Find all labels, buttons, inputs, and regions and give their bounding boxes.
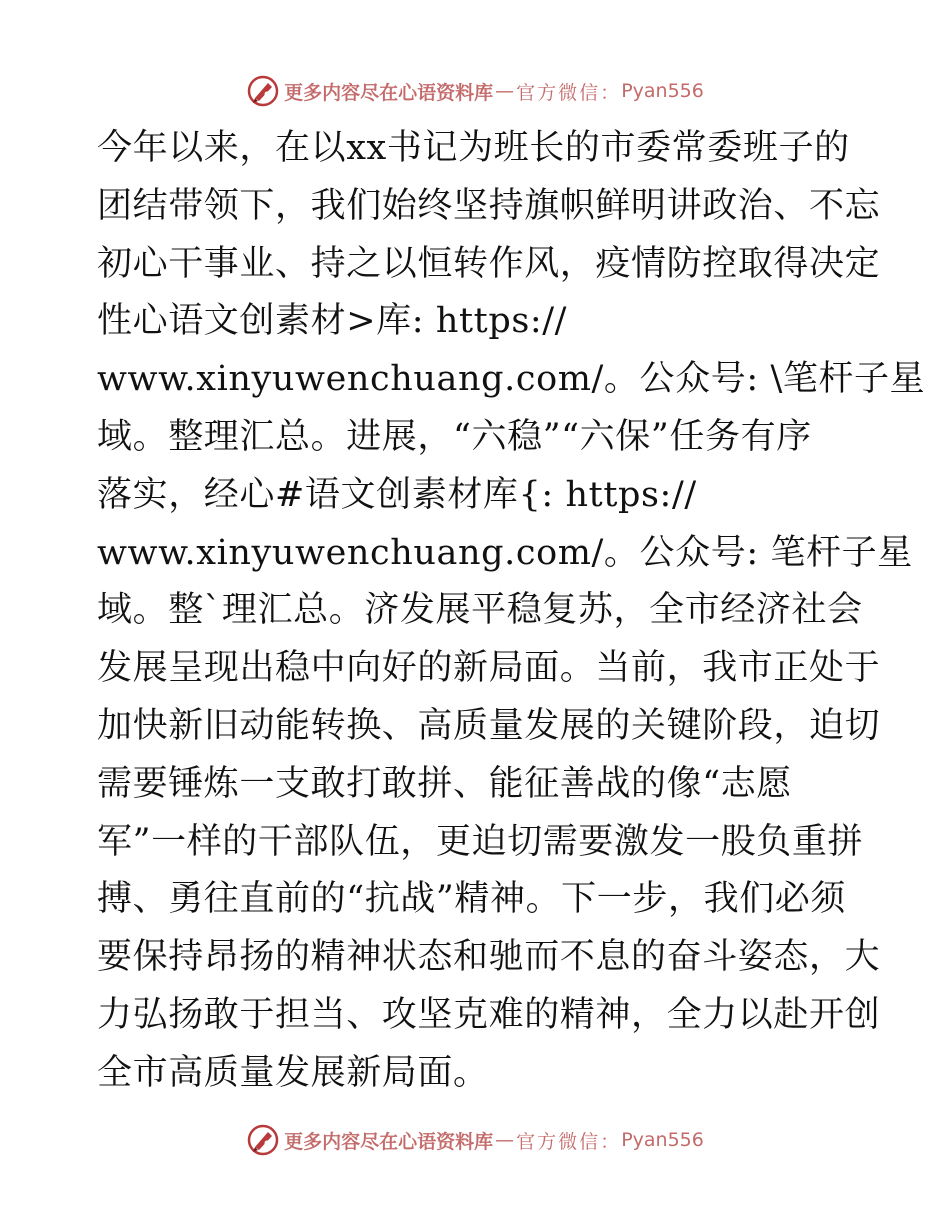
body-line: 加快新旧动能转换、高质量发展的关键阶段，迫切 (97, 705, 881, 746)
banner-promo-text: 更多内容尽在心语资料库 (284, 81, 494, 104)
body-line: 性心语文创素材>库: https:// (97, 301, 568, 342)
banner-wechat-id: Pyan556 (621, 80, 704, 102)
body-line: www.xinyuwenchuang.com/。公众号: 笔杆子星 (97, 532, 913, 573)
body-line: 初心干事业、持之以恒转作风，疫情防控取得决定 (97, 243, 881, 284)
body-line: 搏、勇往直前的“抗战”精神。下一步，我们必须 (97, 879, 846, 920)
banner-promo-text: 更多内容尽在心语资料库 (284, 1130, 494, 1153)
header-banner (0, 71, 950, 111)
body-line: 力弘扬敢于担当、攻坚克难的精神，全力以赴开创 (97, 994, 881, 1035)
body-line: 域。整`理汇总。济发展平稳复苏，全市经济社会 (97, 590, 863, 631)
footer-banner (0, 1120, 950, 1160)
pen-logo-icon (246, 74, 280, 108)
banner-wechat-id: Pyan556 (621, 1129, 704, 1151)
banner-wechat-label: 官方微信： (516, 1130, 622, 1153)
banner-wechat-label: 官方微信： (516, 81, 622, 104)
body-line: 落实，经心#语文创素材库{: https:// (97, 474, 697, 515)
body-line: 今年以来，在以xx书记为班长的市委常委班子的 (97, 128, 850, 168)
body-line: 军”一样的干部队伍，更迫切需要激发一股负重拼 (97, 821, 864, 862)
banner-dash: — (495, 1129, 515, 1151)
pen-logo-icon (246, 1123, 280, 1157)
document-body (97, 120, 926, 1103)
body-line: 发展呈现出稳中向好的新局面。当前，我市正处于 (97, 648, 881, 689)
body-line: 需要锤炼一支敢打敢拼、能征善战的像“志愿 (97, 763, 792, 804)
body-line: www.xinyuwenchuang.com/。公众号: \笔杆子星 (97, 359, 926, 400)
body-line: 域。整理汇总。进展，“六稳”“六保”任务有序 (97, 416, 812, 457)
body-line: 团结带领下，我们始终坚持旗帜鲜明讲政治、不忘 (97, 185, 881, 226)
body-line: 全市高质量发展新局面。 (97, 1052, 489, 1093)
body-line: 要保持昂扬的精神状态和驰而不息的奋斗姿态，大 (97, 937, 881, 978)
banner-dash: — (495, 80, 515, 102)
